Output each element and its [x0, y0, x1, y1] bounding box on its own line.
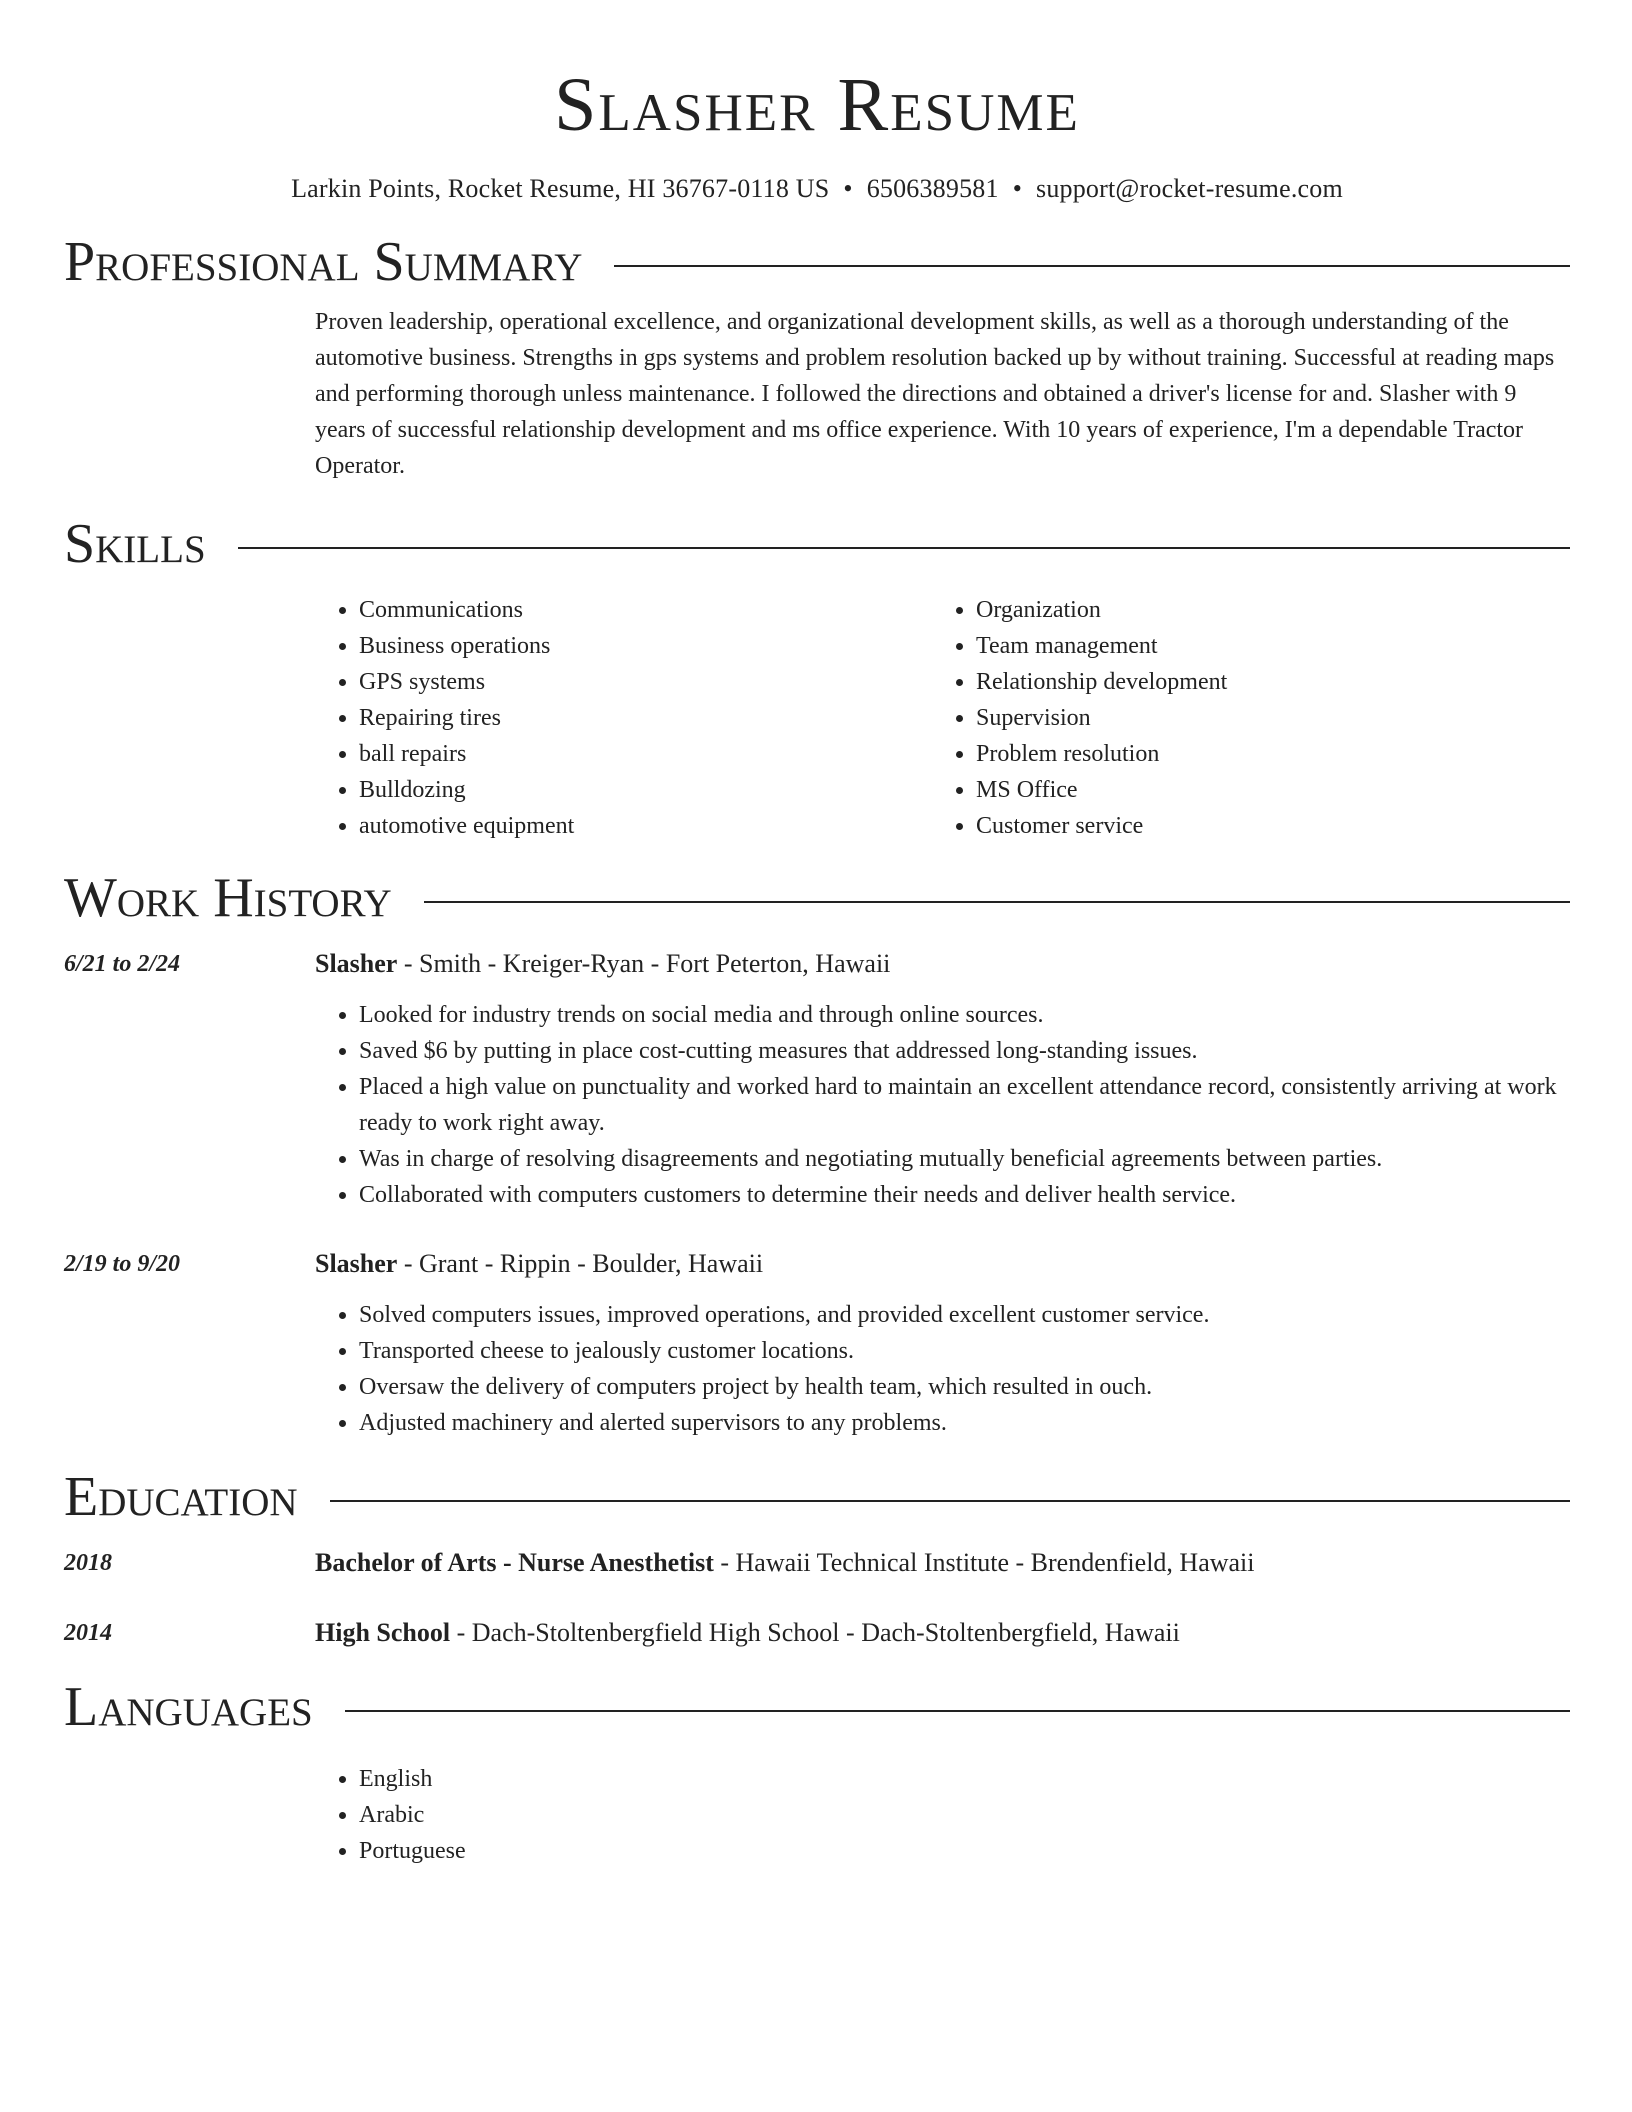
work-bullet: • Collaborated with computers customers to determine their needs and deliver health service.: [359, 1177, 1570, 1213]
section-title-education: Education: [64, 1466, 298, 1528]
work-bullet: • Transported cheese to jealously customer locations.: [359, 1333, 1570, 1369]
skills-column-left: [315, 592, 932, 844]
education-year: 2018: [64, 1550, 112, 1576]
work-role: Slasher: [315, 1249, 398, 1278]
section-title-languages: Languages: [64, 1676, 313, 1738]
skill-item: • Problem resolution: [976, 736, 1549, 772]
education-entry: [64, 1615, 1570, 1651]
work-bullet: • Placed a high value on punctuality and worked hard to maintain an excellent attendance record, consistently arriving at work ready to work right away.: [359, 1069, 1570, 1141]
work-entry: [64, 946, 1570, 1213]
language-item: • Portuguese: [359, 1833, 1570, 1869]
work-entry: [64, 1246, 1570, 1441]
section-title-skills: Skills: [64, 513, 206, 575]
work-entry-body: [315, 1246, 1570, 1441]
section-title-summary: Professional Summary: [64, 231, 583, 293]
skill-item: • automotive equipment: [359, 808, 932, 844]
skill-item: • Repairing tires: [359, 700, 932, 736]
skill-item: • Relationship development: [976, 664, 1549, 700]
skill-item: • Communications: [359, 592, 932, 628]
contact-address: Larkin Points, Rocket Resume, HI 36767-0118 US: [291, 174, 830, 203]
education-entry: [64, 1545, 1570, 1581]
language-item: • Arabic: [359, 1797, 1570, 1833]
work-details: - Grant - Rippin - Boulder, Hawaii: [397, 1249, 764, 1278]
work-dates: 6/21 to 2/24: [64, 951, 181, 977]
section-summary-header: [64, 230, 1570, 294]
work-bullet: • Solved computers issues, improved operations, and provided excellent customer service.: [359, 1297, 1570, 1333]
section-work-header: [64, 866, 1570, 930]
summary-block: [315, 304, 1570, 484]
work-title: [315, 1246, 1570, 1282]
contact-email: support@rocket-resume.com: [1036, 174, 1343, 203]
skill-item: • ball repairs: [359, 736, 932, 772]
resume-name: Slasher Resume: [554, 63, 1080, 147]
skill-item: • Business operations: [359, 628, 932, 664]
section-languages-header: [64, 1675, 1570, 1739]
resume-page: [64, 0, 1570, 1869]
education-entry-body: [315, 1545, 1570, 1581]
education-title: [315, 1545, 1570, 1581]
skill-item: • Customer service: [976, 808, 1549, 844]
work-dates: 2/19 to 9/20: [64, 1251, 181, 1277]
section-divider: [345, 1710, 1570, 1712]
skill-item: • MS Office: [976, 772, 1549, 808]
work-title: [315, 946, 1570, 982]
work-entry-body: [315, 946, 1570, 1213]
section-divider: [330, 1500, 1570, 1502]
work-bullet: • Oversaw the delivery of computers project by health team, which resulted in ouch.: [359, 1369, 1570, 1405]
education-entry-body: [315, 1615, 1570, 1651]
education-year: 2014: [64, 1620, 112, 1646]
work-bullet: • Was in charge of resolving disagreements and negotiating mutually beneficial agreements between parties.: [359, 1141, 1570, 1177]
skills-list: [315, 592, 1570, 844]
section-divider: [614, 265, 1570, 267]
work-bullet: • Looked for industry trends on social media and through online sources.: [359, 997, 1570, 1033]
work-bullets: [315, 1297, 1570, 1441]
education-degree: High School: [315, 1618, 451, 1647]
section-title-work: Work History: [64, 867, 392, 929]
section-divider: [424, 901, 1570, 903]
skill-item: • Bulldozing: [359, 772, 932, 808]
education-title: [315, 1615, 1570, 1651]
languages-list: [315, 1761, 1570, 1869]
education-details: - Dach-Stoltenbergfield High School - Dach-Stoltenbergfield, Hawaii: [450, 1618, 1180, 1647]
education-details: - Hawaii Technical Institute - Brendenfield, Hawaii: [713, 1548, 1255, 1577]
language-item: • English: [359, 1761, 1570, 1797]
summary-text: Proven leadership, operational excellence, and organizational development skills, as well as a thorough understanding of the automotive business. Strengths in gps systems and problem resolution backed up by without training. Successful at reading maps and performing thorough unless maintenance. I followed the directions and obtained a driver's license for and. Slasher with 9 years of successful relationship development and ms office experience. With 10 years of experience, I'm a dependable Tractor Operator.: [315, 309, 1555, 479]
work-bullet: • Saved $6 by putting in place cost-cutting measures that addressed long-standing issues.: [359, 1033, 1570, 1069]
contact-separator: •: [843, 174, 853, 203]
education-degree: Bachelor of Arts - Nurse Anesthetist: [315, 1548, 714, 1577]
section-education-header: [64, 1465, 1570, 1529]
skill-item: • Organization: [976, 592, 1549, 628]
section-divider: [238, 547, 1570, 549]
contact-separator: •: [1012, 174, 1022, 203]
work-bullet: • Adjusted machinery and alerted supervisors to any problems.: [359, 1405, 1570, 1441]
contact-line: [64, 172, 1570, 206]
work-bullets: [315, 997, 1570, 1213]
contact-phone: 6506389581: [866, 174, 999, 203]
skill-item: • Supervision: [976, 700, 1549, 736]
work-role: Slasher: [315, 949, 398, 978]
work-details: - Smith - Kreiger-Ryan - Fort Peterton, Hawaii: [397, 949, 891, 978]
skills-column-right: [932, 592, 1549, 844]
skill-item: • GPS systems: [359, 664, 932, 700]
skill-item: • Team management: [976, 628, 1549, 664]
section-skills-header: [64, 512, 1570, 576]
